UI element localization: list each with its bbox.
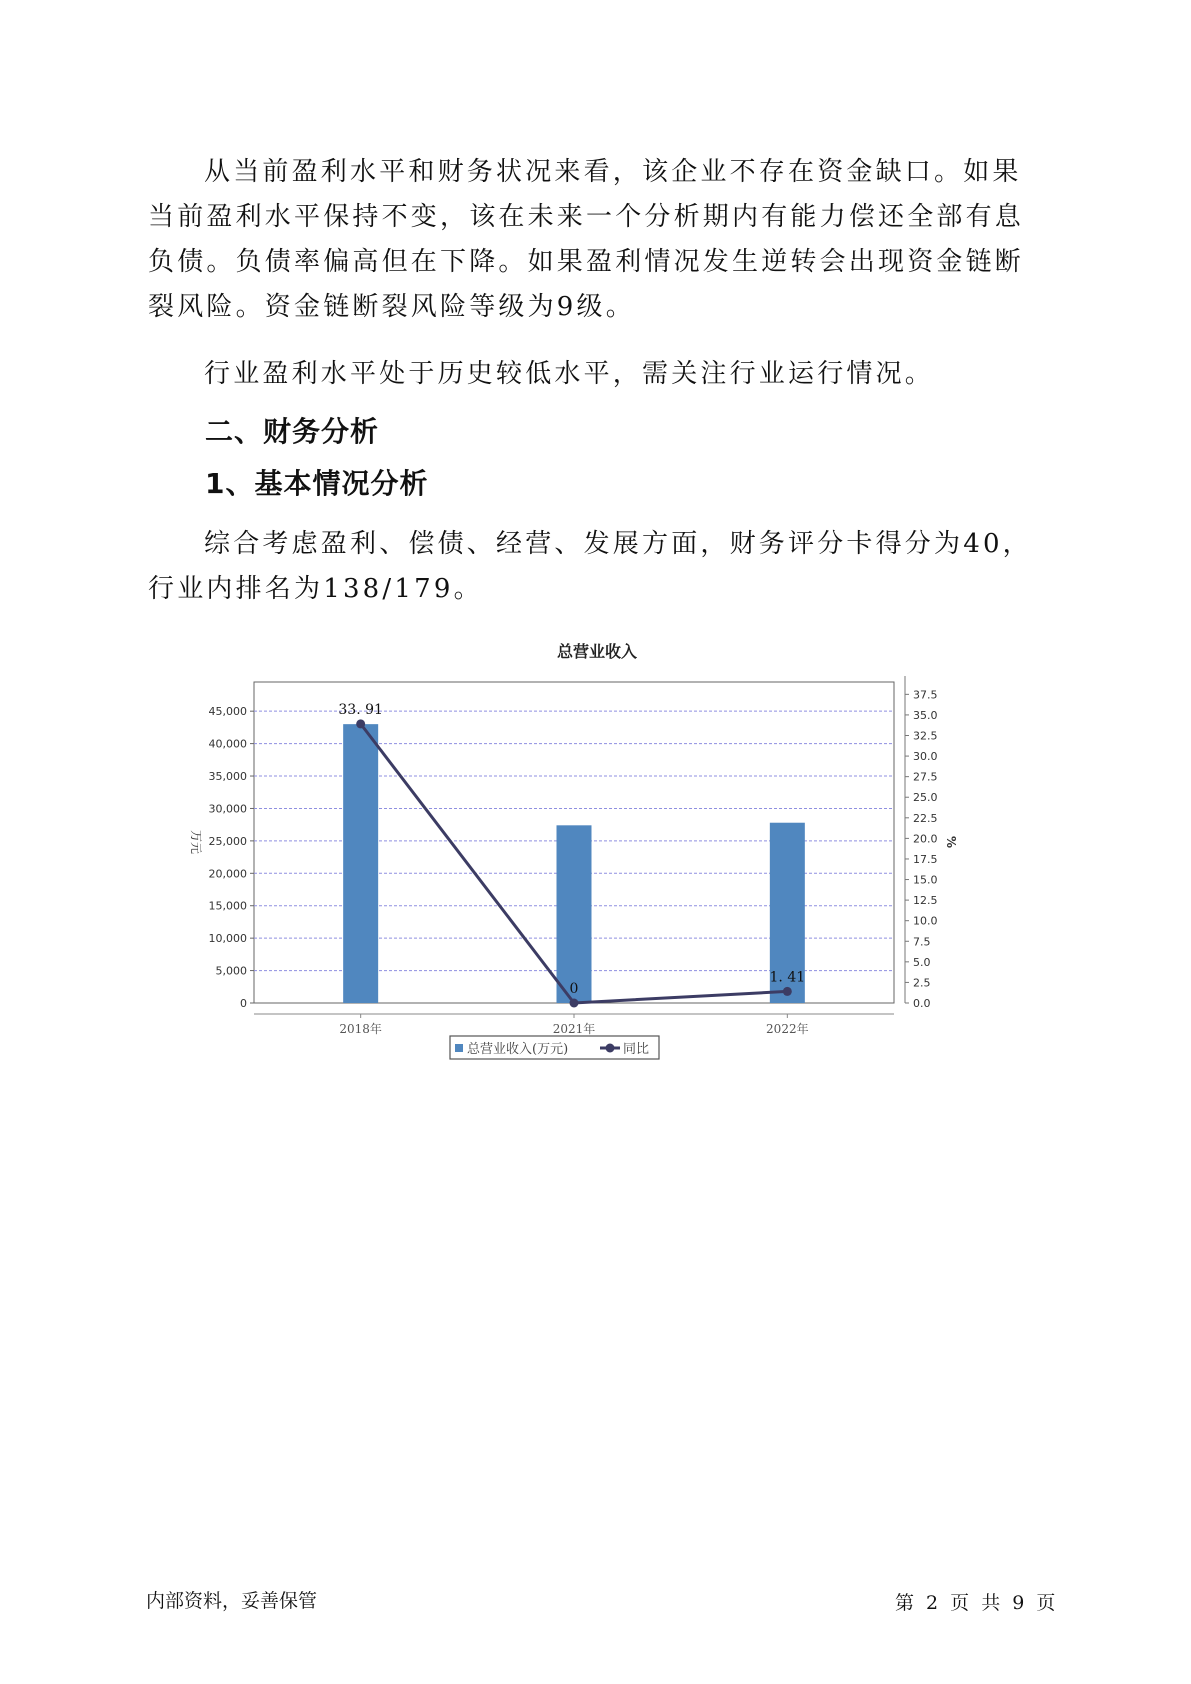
y-tick-label: 0 [240, 997, 247, 1010]
y2-tick-label: 0.0 [913, 997, 931, 1010]
yoy-point [783, 987, 792, 996]
y-tick-label: 30,000 [208, 802, 247, 816]
yoy-data-label: 33. 91 [338, 701, 383, 718]
yoy-data-label: 0 [569, 981, 579, 997]
x-tick-label: 2022年 [766, 1022, 809, 1036]
footer-page-number: 第 2 页 共 9 页 [895, 1592, 1059, 1614]
y-tick-label: 15,000 [208, 899, 247, 913]
y2-tick-label: 12.5 [913, 894, 938, 908]
y-tick-label: 5,000 [215, 964, 247, 978]
revenue-chart-svg [170, 630, 1020, 1100]
revenue-bar [343, 724, 378, 1003]
revenue-chart [170, 630, 1020, 1100]
y-axis-label: 万元 [189, 829, 203, 855]
y2-tick-label: 5.0 [913, 955, 931, 969]
y-tick-label: 10,000 [208, 932, 247, 946]
y2-tick-label: 25.0 [913, 791, 938, 805]
y-tick-label: 40,000 [208, 737, 247, 751]
y2-tick-label: 22.5 [913, 811, 938, 825]
y2-axis-label: % [944, 835, 958, 849]
y2-tick-label: 35.0 [913, 708, 938, 722]
chart-legend [450, 1036, 659, 1059]
y-tick-label: 25,000 [208, 834, 247, 848]
analysis-paragraph-1: 从当前盈利水平和财务状况来看，该企业不存在资金缺口。如果当前盈利水平保持不变，该在未来一个分析期内有能力偿还全部有息负债。负债率偏高但在下降。如果盈利情况发生逆转会出现资金链断裂风险。资金链断裂风险等级为9级。 [148, 157, 1025, 322]
yoy-data-label: 1. 41 [769, 969, 806, 986]
y2-tick-label: 15.0 [913, 873, 938, 887]
legend-line-marker [606, 1044, 615, 1053]
footer-confidential: 内部资料，妥善保管 [146, 1590, 318, 1612]
y2-tick-label: 32.5 [913, 729, 938, 743]
x-tick-label: 2021年 [552, 1022, 596, 1036]
y-tick-label: 35,000 [208, 770, 247, 784]
y2-tick-label: 37.5 [913, 688, 938, 702]
y2-tick-label: 2.5 [913, 976, 931, 990]
yoy-point [570, 999, 579, 1008]
y-tick-label: 20,000 [208, 867, 247, 881]
y2-tick-label: 27.5 [913, 770, 938, 784]
legend-bar-label: 总营业收入(万元) [467, 1042, 569, 1057]
industry-paragraph: 行业盈利水平处于历史较低水平，需关注行业运行情况。 [204, 359, 935, 389]
y2-tick-label: 20.0 [913, 832, 938, 846]
y2-tick-label: 17.5 [913, 852, 938, 866]
legend-bar-swatch [455, 1044, 463, 1052]
subsection-heading: 1、基本情况分析 [205, 467, 429, 500]
score-paragraph: 综合考虑盈利、偿债、经营、发展方面，财务评分卡得分为40，行业内排名为138/179。 [148, 529, 1032, 604]
legend-line-label: 同比 [623, 1042, 650, 1057]
section-heading: 二、财务分析 [205, 415, 380, 448]
revenue-bar [557, 825, 592, 1003]
y2-tick-label: 10.0 [913, 914, 938, 928]
chart-title: 总营业收入 [556, 642, 638, 661]
y-tick-label: 45,000 [208, 705, 247, 719]
y2-tick-label: 7.5 [913, 935, 931, 949]
x-tick-label: 2018年 [339, 1022, 382, 1036]
y2-tick-label: 30.0 [913, 750, 938, 764]
yoy-point [356, 719, 365, 728]
